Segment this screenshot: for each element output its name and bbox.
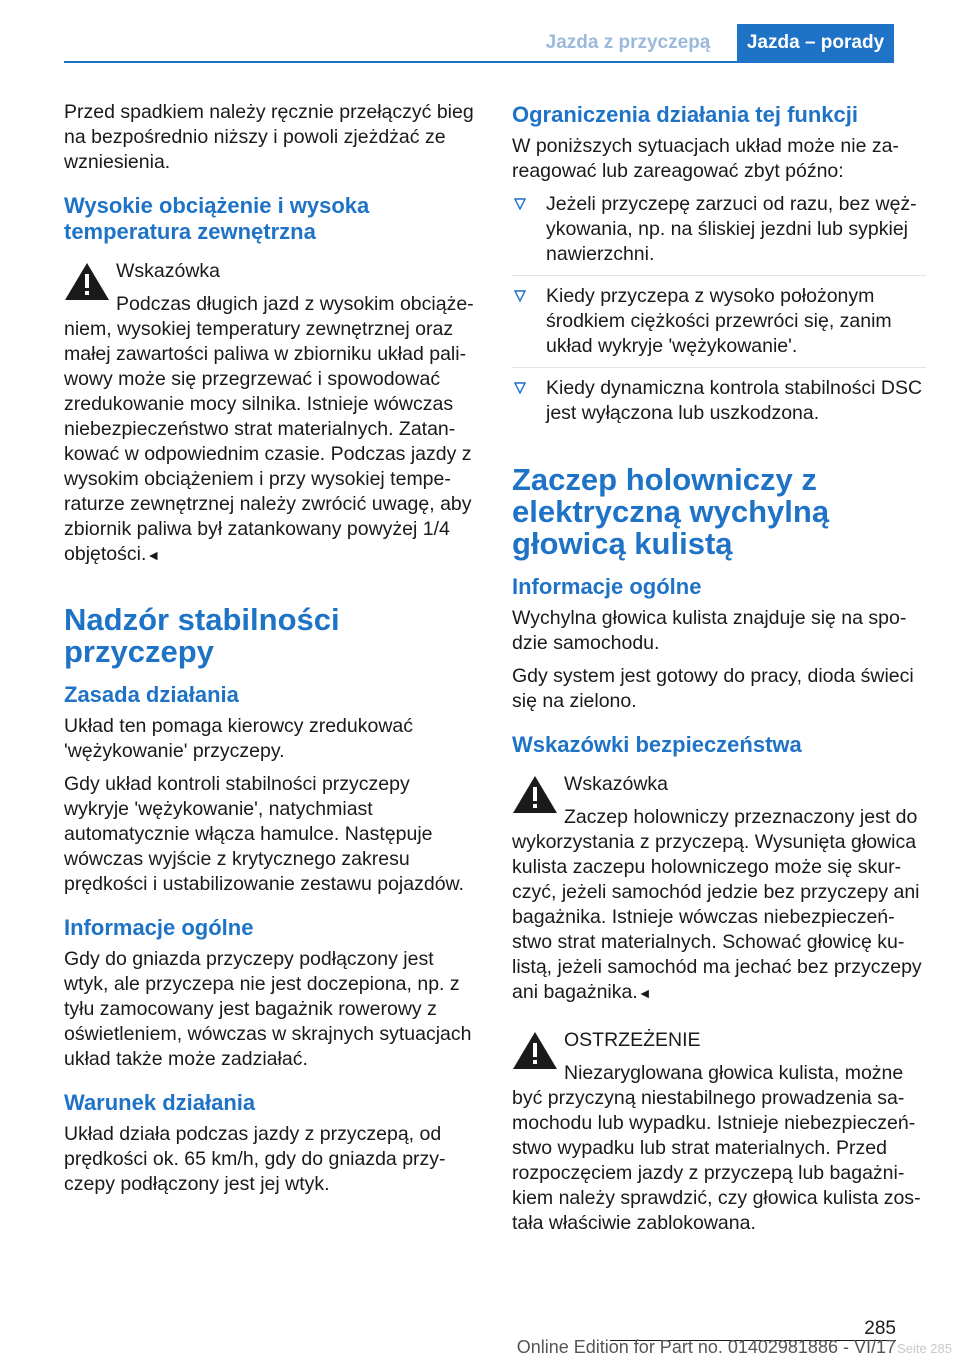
list-item (512, 284, 926, 368)
list-item-text: Kiedy dynamiczna kontrola stabilności DSC jest wyłączona lub uszkodzona. (546, 377, 923, 424)
warning-body (512, 805, 926, 1006)
heading-general-info: Informacje ogólne (64, 915, 254, 940)
limits-paragraph: W poniższych sytuacjach układ może nie zareagować lub zareagować zbyt późno: (512, 135, 899, 182)
condition-paragraph: Układ działa podczas jazdy z przyczepą, od prędkości ok. 65 km/h, gdy do gniazda przyczepy podłączony jest jej wtyk. (64, 1123, 446, 1195)
end-mark: ◄ (146, 547, 161, 563)
intro-paragraph: Przed spadkiem należy ręcznie przełączyć bieg na bezpośrednio niższy i powoli zjeżdżać ze wzniesienia. (64, 101, 474, 173)
list-item-text: Jeżeli przyczepę zarzuci od razu, bez wężykowania, np. na śliskiej jezdni lub sypkiej nawierzchni. (546, 193, 917, 265)
page-number: 285 (864, 1318, 896, 1339)
limits-list (512, 192, 926, 434)
heading-high-load: Wysokie obciążenie i wysoka temperatura zewnętrzna (64, 193, 370, 244)
danger-block-lock (512, 1028, 926, 1236)
triangle-bullet-icon (514, 382, 526, 394)
end-mark: ◄ (637, 985, 652, 1001)
heading-safety: Wskazówki bezpieczeństwa (512, 732, 802, 757)
left-column (64, 100, 480, 1205)
list-item (512, 376, 926, 434)
warning-triangle-icon (512, 1030, 558, 1070)
heading-hitch: Zaczep holowniczy z elektryczną wychylną głowicą kulistą (512, 462, 830, 561)
general-paragraph-1: Wychylna głowica kulista znajduje się na spodzie samochodu. (512, 607, 907, 654)
list-item (512, 192, 926, 276)
warning-triangle-icon (512, 774, 558, 814)
heading-limits: Ograniczenia działania tej funkcji (512, 102, 858, 127)
heading-condition: Warunek działania (64, 1090, 256, 1115)
triangle-bullet-icon (514, 290, 526, 302)
list-item-text: Kiedy przyczepa z wysoko położonym środkiem ciężkości przewróci się, zanim układ wykryje 'wężykowanie'. (546, 285, 892, 357)
warning-body: Niezaryglowana głowica kulista, możne być przyczyną niestabilnego prowadzenia samochodu lub wypadku. Istnieje niebezpieczeństwo wypadku lub strat materialnych. Przed rozpoczęciem jazdy z przyczepą lub bagażnikiem należy sprawdzić, czy głowica kulista została właściwie zablokowana. (512, 1062, 921, 1234)
edition-label: Online Edition for Part no. 01402981886 - VI/17 (516, 1337, 896, 1357)
warning-title: Wskazówka (564, 773, 669, 795)
warning-body (64, 292, 480, 568)
principle-paragraph-1: Układ ten pomaga kierowcy zredukować 'wężykowanie' przyczepy. (64, 715, 414, 762)
tab-towing: Jazda z przyczepą (545, 32, 711, 53)
warning-title: OSTRZEŻENIE (564, 1029, 701, 1051)
heading-general-info-right: Informacje ogólne (512, 574, 702, 599)
warning-text: Podczas długich jazd z wysokim obciążeniem, wysokiej temperatury zewnętrznej oraz małej zawartości paliwa w zbiorniku układ paliwowy może się przegrzewać i spowodować zredukowanie mocy silnika. Istnieje wówczas niebezpieczeństwo strat materialnych. Zatankować w odpowiednim czasie. Podczas jazdy z wysokim obciążeniem i przy wysokiej temperaturze zewnętrznej należy zwrócić uwagę, aby zbiornik paliwa był zatankowany powyżej 1/4 objętości. (64, 293, 474, 565)
principle-paragraph-2: Gdy układ kontroli stabilności przyczepy wykryje 'wężykowanie', natychmiast automatycznie włącza hamulce. Następuje wówczas wyjście z krytycznego zakresu prędkości i ustabilizowanie zestawu pojazdów. (64, 773, 464, 895)
warning-title: Wskazówka (116, 260, 221, 282)
warning-triangle-icon (64, 261, 110, 301)
warning-text: Zaczep holowniczy przeznaczony jest do wykorzystania z przyczepą. Wysunięta głowica kulista zaczepu holowniczego może się skurczyć, jeżeli samochód jedzie bez przyczepy ani bagażnika. Istnieje wówczas niebezpieczeństwo strat materialnych. Schować głowicę kulistą, jeżeli samochód ma jechać bez przyczepy ani bagażnika. (512, 806, 922, 1003)
general-info-paragraph: Gdy do gniazda przyczepy podłączony jest wtyk, ale przyczepa nie jest doczepiona, np. z tyłu zamocowany jest bagażnik rowerowy z oświetleniem, wówczas w skrajnych sytuacjach układ także może zadziałać. (64, 948, 472, 1070)
heading-principle: Zasada działania (64, 682, 239, 707)
tab-driving-tips: Jazda – porady (737, 24, 894, 62)
warning-block-fuel (64, 259, 480, 568)
header-rule (64, 61, 894, 63)
watermark-text: Seite 285 (897, 1341, 952, 1356)
right-column (512, 100, 926, 1244)
heading-stability: Nadzór stabilności przyczepy (64, 602, 340, 669)
warning-block-hitch (512, 772, 926, 1006)
general-paragraph-2: Gdy system jest gotowy do pracy, dioda świeci się na zielono. (512, 665, 914, 712)
triangle-bullet-icon (514, 198, 526, 210)
page-header (0, 24, 960, 62)
